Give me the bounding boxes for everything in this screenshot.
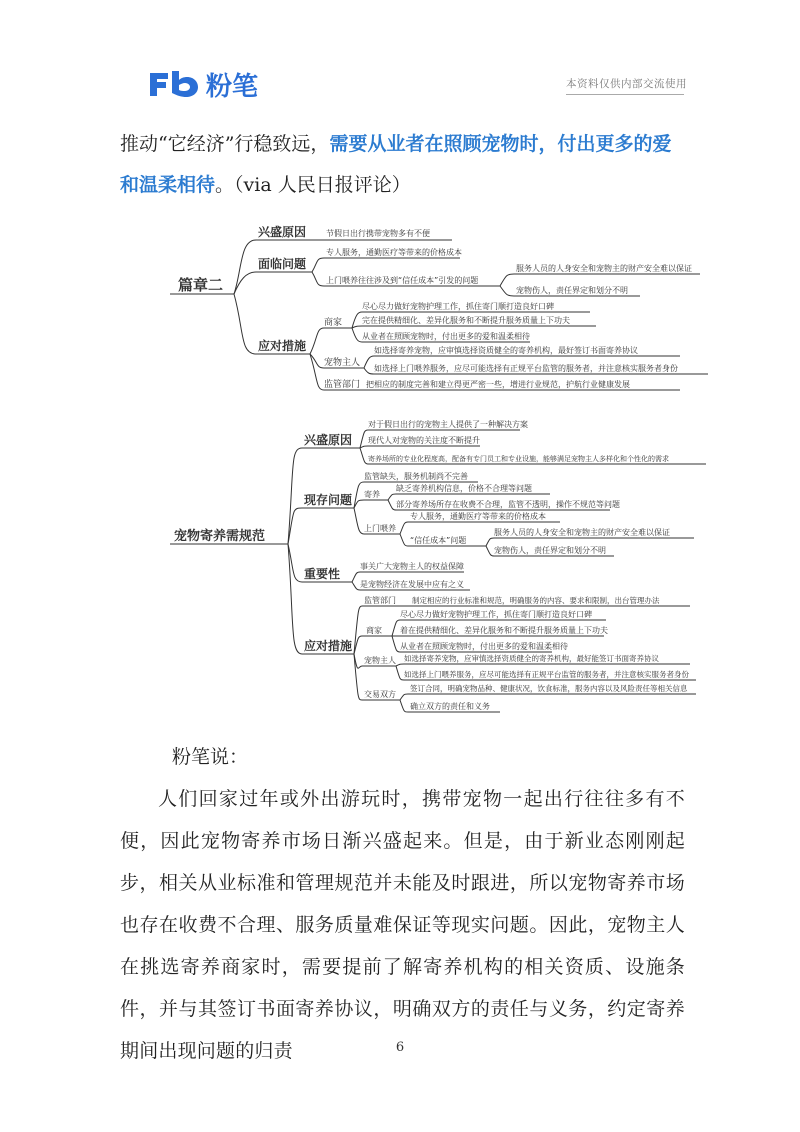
mindmap2-both: 交易双方 bbox=[364, 690, 396, 699]
mindmap2-reg-1: 制定相应的行业标准和规范，明确服务的内容、要求和限制，出台管理办法 bbox=[412, 596, 660, 605]
mindmap1-root: 篇章二 bbox=[178, 276, 224, 294]
mindmap1-merchant-1: 尽心尽力做好宠物护理工作，抓住寄门顺打造良好口碑 bbox=[362, 302, 554, 311]
mindmap2-owner-1: 如选择寄养宠物，应审慎选择资质健全的寄养机构，最好能签订书面寄养协议 bbox=[404, 654, 659, 663]
mindmap1-problem-2a: 服务人员的人身安全和宠物主的财产安全难以保证 bbox=[516, 264, 692, 273]
mindmap2-board: 寄养 bbox=[364, 490, 380, 499]
mindmap2-home-2b: 宠物伤人，责任界定和划分不明 bbox=[494, 546, 606, 555]
mindmap2-problem-1: 监管缺失，服务机制尚不完善 bbox=[364, 472, 468, 481]
mindmap2-merchant-2: 着在提供精细化、差异化服务和不断提升服务质量上下功夫 bbox=[400, 626, 608, 635]
mindmap2-both-1: 签订合同，明确宠物品种、健康状况，饮食标准，服务内容以及风险责任等相关信息 bbox=[410, 684, 688, 693]
mindmap2-importance-1: 事关广大宠物主人的权益保障 bbox=[360, 562, 464, 571]
mindmap2-home-1: 专人服务，通勤医疗等带来的价格成本 bbox=[410, 512, 546, 521]
mindmap1-owner: 宠物主人 bbox=[324, 358, 361, 368]
mindmap2-owner-2: 如选择上门喂养服务，应尽可能选择有正规平台监管的服务者，并注意核实服务者身份 bbox=[404, 670, 689, 679]
mindmap2-home-2: “信任成本”问题 bbox=[410, 536, 467, 545]
mindmap2-home: 上门喂养 bbox=[364, 524, 396, 533]
mindmap1-problem: 面临问题 bbox=[258, 257, 307, 271]
mindmap1-problem-1: 专人服务，通勤医疗等带来的价格成本 bbox=[326, 248, 462, 257]
mindmap2-reason-2: 现代人对宠物的关注度不断提升 bbox=[368, 436, 480, 445]
mindmap1-problem-2: 上门喂养往往涉及到“信任成本”引发的问题 bbox=[326, 276, 479, 285]
mindmap1-reason-1: 节假日出行携带宠物多有不便 bbox=[326, 229, 430, 238]
intro-highlight: 需要从业者在照顾宠物时，付出更多的爱和温柔相待 bbox=[120, 133, 672, 196]
intro-text-2: 。（via 人民日报评论） bbox=[215, 174, 411, 196]
mindmap1-regulator: 监管部门 bbox=[324, 380, 361, 390]
mindmap2-reason-1: 对于假日出行的宠物主人提供了一种解决方案 bbox=[368, 420, 528, 429]
mindmap1-owner-2: 如选择上门喂养服务，应尽可能选择有正规平台监管的服务者，并注意核实服务者身份 bbox=[374, 364, 678, 373]
mindmap2-reason-3: 寄养场所的专业化程度高，配备有专门员工和专业设施，能够满足宠物主人多样化和个性化的需求 bbox=[368, 455, 669, 463]
mindmap1-reason: 兴盛原因 bbox=[258, 225, 307, 239]
mindmap1-merchant-2: 完在提供精细化、差异化服务和不断提升服务质量上下功夫 bbox=[362, 316, 570, 325]
header-note: 本资料仅供内部交流使用 bbox=[566, 78, 687, 90]
section-body: 人们回家过年或外出游玩时，携带宠物一起出行往往多有不便，因此宠物寄养市场日渐兴盛起来。但是，由于新业态刚刚起步，相关从业标准和管理规范并未能及时跟进，所以宠物寄养市场也存在收费不合理、服务质量难保证等现实问题。因此，宠物主人在挑选寄养商家时，需要提前了解寄养机构的相关资质、设施条件，并与其签订书面寄养协议，明确双方的责任与义务，约定寄养期间出现问题的归责 bbox=[120, 788, 685, 1062]
mindmap2-merchant: 商家 bbox=[366, 626, 382, 635]
mindmap2-importance: 重要性 bbox=[304, 567, 341, 581]
section-title: 粉笔说： bbox=[172, 746, 249, 768]
mindmap1-problem-2b: 宠物伤人，责任界定和划分不明 bbox=[516, 286, 628, 295]
mindmap1-measure: 应对措施 bbox=[258, 339, 307, 353]
logo-text: 粉笔 bbox=[206, 71, 259, 102]
mindmap2-importance-2: 是宠物经济在发展中应有之义 bbox=[360, 580, 464, 589]
mindmap1-merchant: 商家 bbox=[324, 318, 343, 328]
mindmap2-measure: 应对措施 bbox=[304, 639, 353, 653]
mindmap2-merchant-3: 从业者在照顾宠物时，付出更多的爱和温柔相待 bbox=[400, 642, 568, 651]
mindmap2-board-1: 缺乏寄养机构信息，价格不合理等问题 bbox=[396, 484, 532, 493]
mindmap1-regulator-1: 把相应的制度完善和建立得更严密一些，增进行业规范，护航行业健康发展 bbox=[366, 380, 630, 389]
mindmap2-merchant-1: 尽心尽力做好宠物护理工作，抓住寄门顺打造良好口碑 bbox=[400, 610, 592, 619]
mindmap2-owner: 宠物主人 bbox=[364, 656, 396, 665]
mindmap1-owner-1: 如选择寄养宠物，应审慎选择资质健全的寄养机构，最好签订书面寄养协议 bbox=[374, 346, 638, 355]
page-number: 6 bbox=[395, 1040, 405, 1055]
mindmap2-reason: 兴盛原因 bbox=[304, 433, 353, 447]
mindmap2-both-2: 确立双方的责任和义务 bbox=[410, 702, 490, 711]
mindmap2-problem: 现存问题 bbox=[304, 493, 353, 507]
intro-text-1: 推动“它经济”行稳致远， bbox=[120, 133, 330, 155]
mindmap1-merchant-3: 从业者在照顾宠物时，付出更多的爱和温柔相待 bbox=[362, 332, 530, 341]
mindmap2-reg: 监管部门 bbox=[364, 596, 396, 605]
mindmap2-home-2a: 服务人员的人身安全和宠物主的财产安全难以保证 bbox=[494, 528, 670, 537]
mindmap2-root: 宠物寄养需规范 bbox=[174, 529, 266, 544]
mindmap2-board-2: 部分寄养场所存在收费不合理，监管不透明，操作不规范等问题 bbox=[396, 500, 620, 509]
